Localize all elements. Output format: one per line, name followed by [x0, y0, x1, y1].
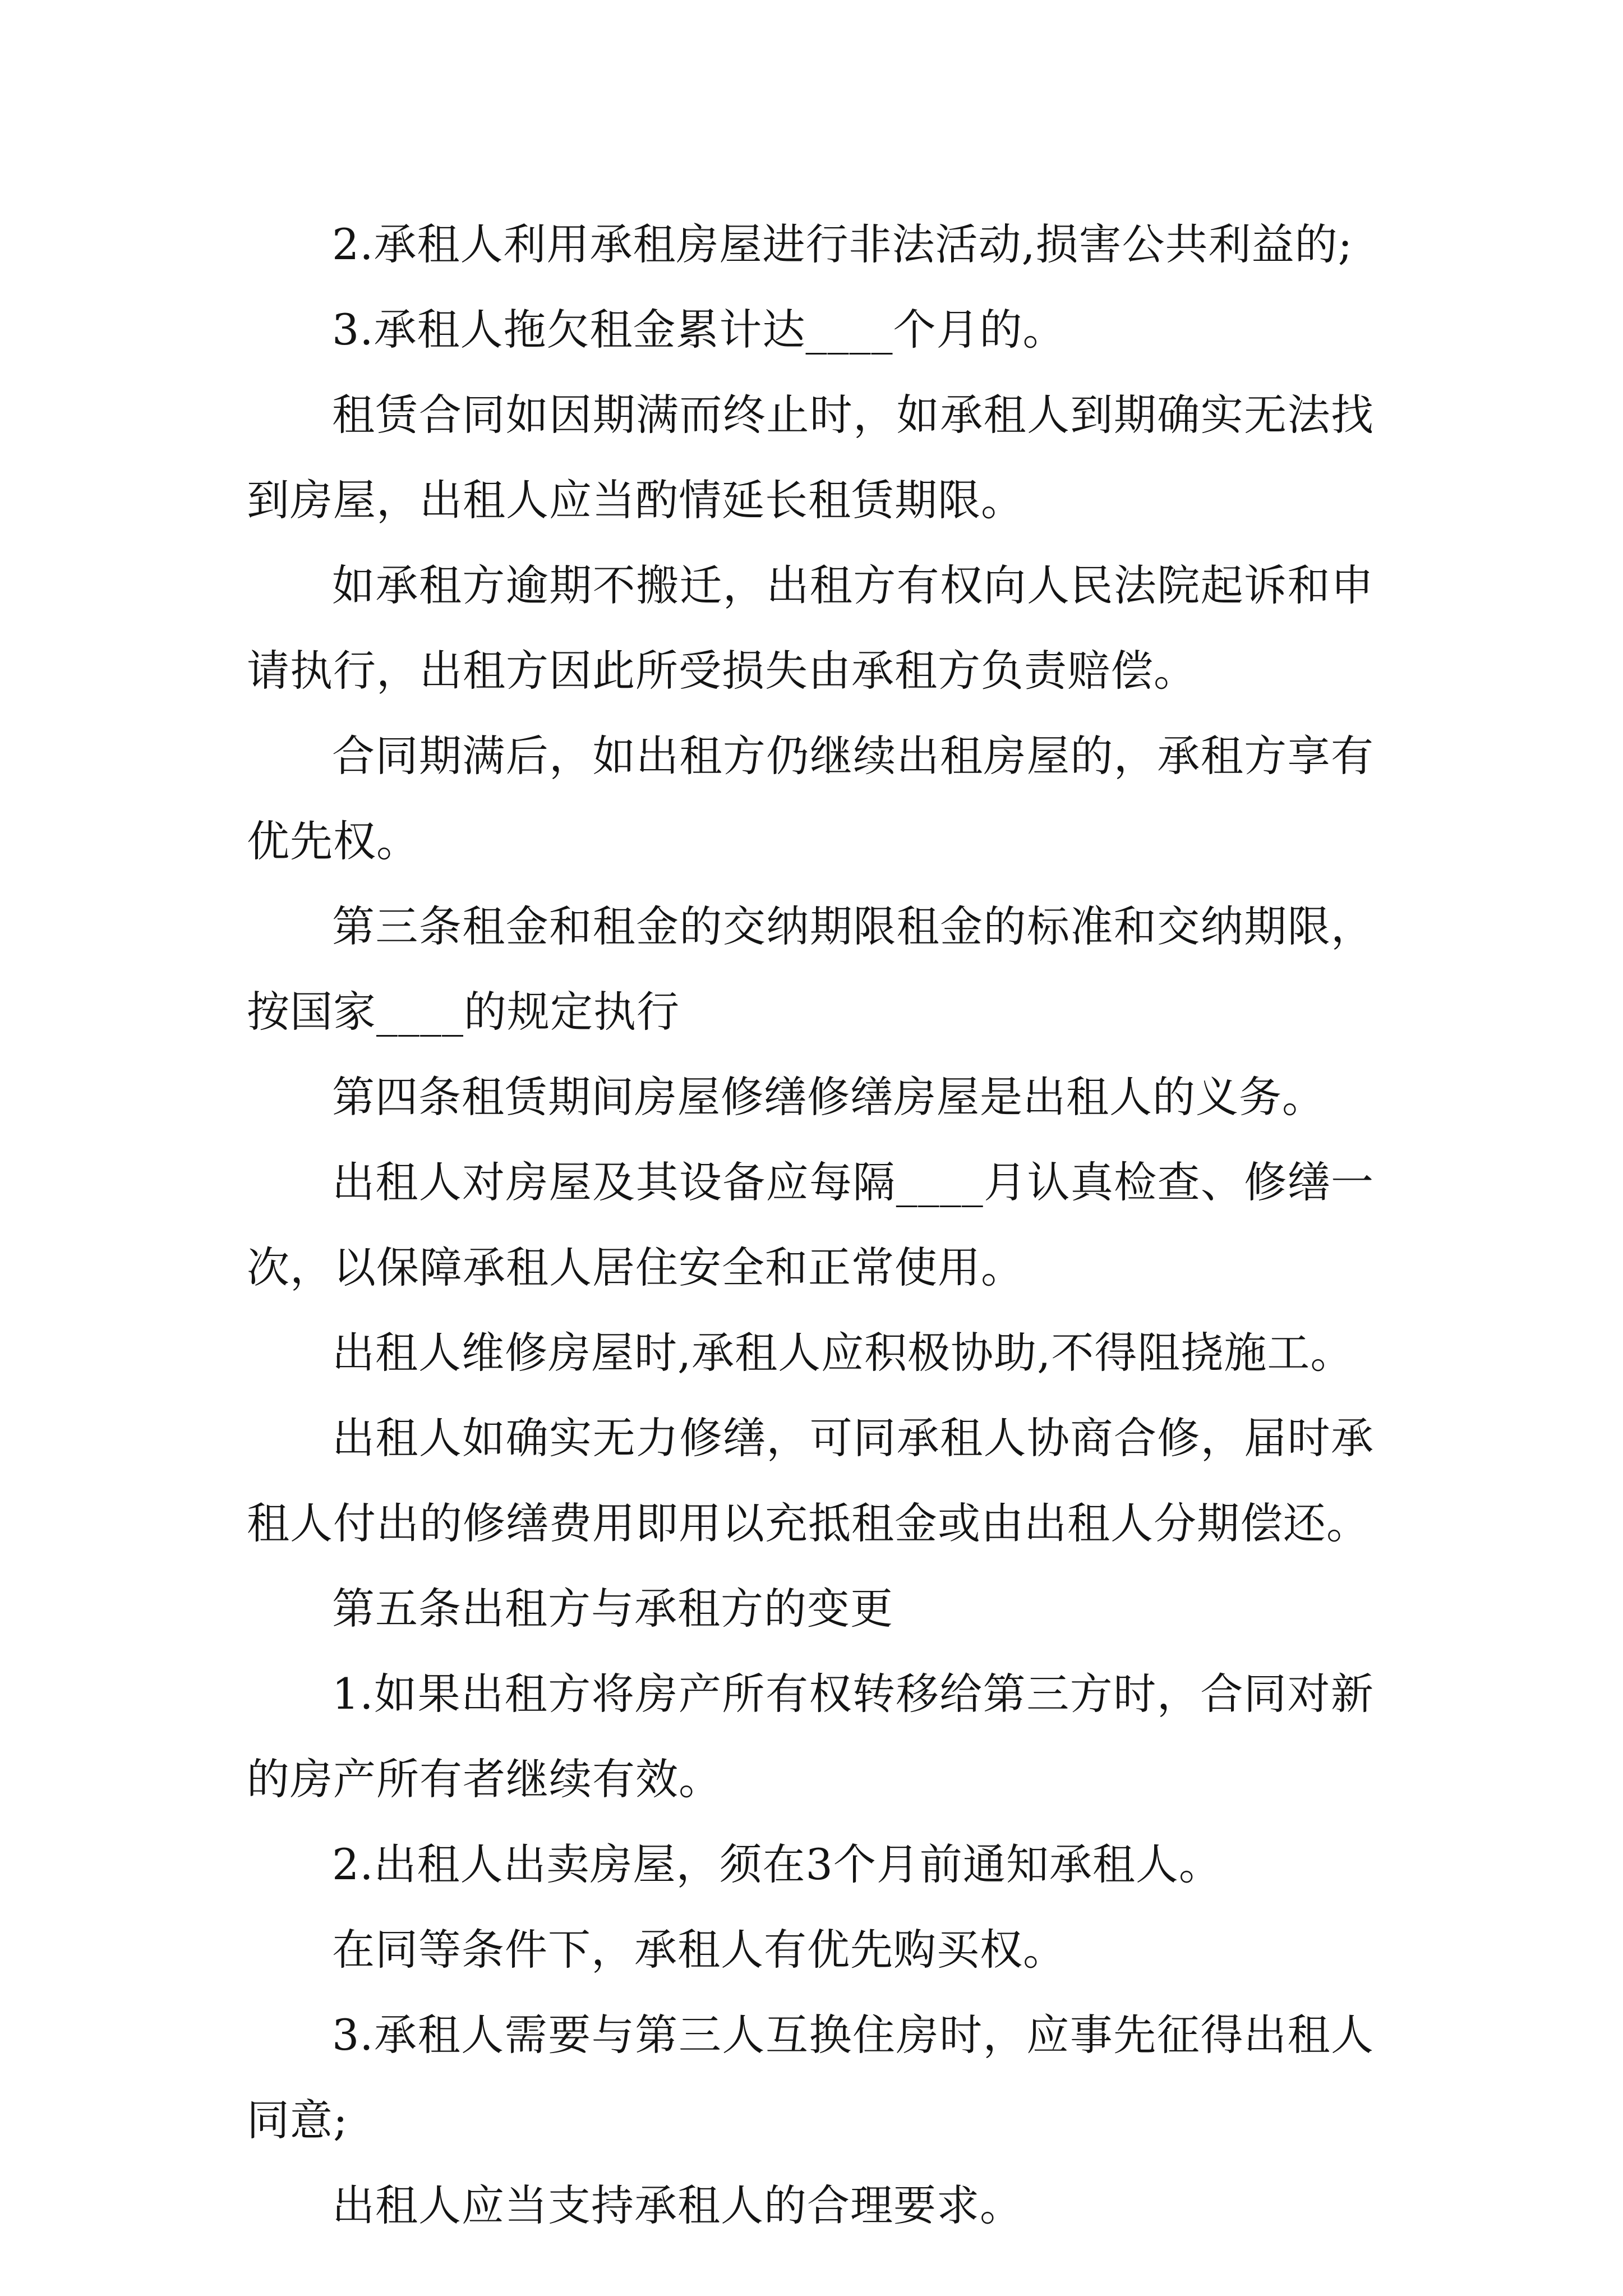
paragraph-overdue-relocation: 如承租方逾期不搬迁，出租方有权向人民法院起诉和申请执行，出租方因此所受损失由承租方负责赔偿。: [247, 560, 1374, 696]
paragraph-article-five-change: 第五条出租方与承租方的变更: [332, 1584, 893, 1634]
paragraph-repair-cooperation: 出租人维修房屋时,承租人应积极协助,不得阻挠施工。: [332, 1328, 1354, 1378]
document-body: [247, 202, 1374, 2248]
paragraph-purchase-priority: 在同等条件下，承租人有优先购买权。: [332, 1925, 1066, 1975]
paragraph-termination-rent-arrears: 3.承租人拖欠租金累计达____个月的。: [332, 305, 1066, 355]
paragraph-sale-notice: 2.出租人出卖房屋，须在3个月前通知承租人。: [332, 1839, 1222, 1889]
paragraph-housing-exchange: 3.承租人需要与第三人互换住房时，应事先征得出租人同意;: [247, 2010, 1374, 2145]
paragraph-ownership-transfer: 1.如果出租方将房产所有权转移给第三方时，合同对新的房产所有者继续有效。: [247, 1669, 1374, 1804]
paragraph-joint-repair: 出租人如确实无力修缮，可同承租人协商合修，届时承租人付出的修缮费用即用以充抵租金或由出租人分期偿还。: [247, 1413, 1374, 1548]
paragraph-termination-illegal-use: 2.承租人利用承租房屋进行非法活动,损害公共利益的;: [332, 219, 1353, 269]
paragraph-inspection-interval: 出租人对房屋及其设备应每隔____月认真检查、修缮一次，以保障承租人居住安全和正常使用。: [247, 1157, 1374, 1292]
paragraph-priority-right: 合同期满后，如出租方仍继续出租房屋的，承租方享有优先权。: [247, 731, 1374, 866]
paragraph-article-four-repairs: 第四条租赁期间房屋修缮修缮房屋是出租人的义务。: [332, 1072, 1325, 1122]
paragraph-article-three-rent: 第三条租金和租金的交纳期限租金的标准和交纳期限，按国家____的规定执行: [247, 901, 1374, 1037]
paragraph-lease-extension: 租赁合同如因期满而终止时，如承租人到期确实无法找到房屋，出租人应当酌情延长租赁期限。: [247, 390, 1374, 525]
paragraph-reasonable-requests: 出租人应当支持承租人的合理要求。: [332, 2180, 1023, 2230]
